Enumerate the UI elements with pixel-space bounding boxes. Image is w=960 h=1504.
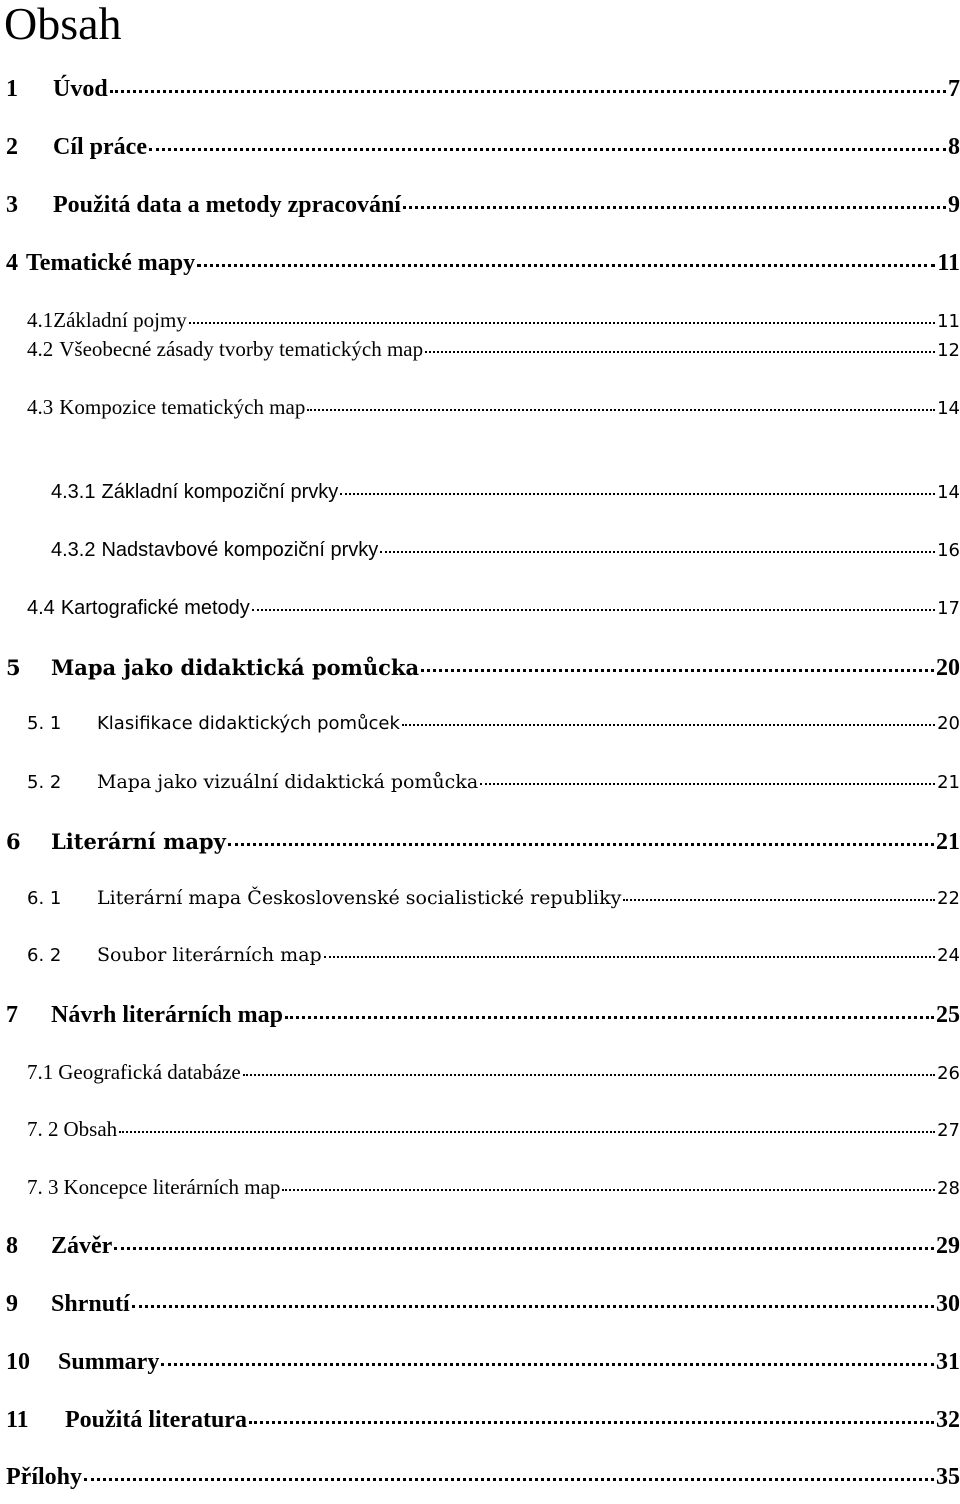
toc-page: 26 <box>937 1063 960 1084</box>
toc-entry-4-3-2[interactable] <box>51 539 960 579</box>
toc-leader <box>282 1189 935 1191</box>
toc-leader <box>114 1247 934 1250</box>
toc-number: 4.3 <box>27 395 54 419</box>
toc-entry-3[interactable] <box>6 192 960 232</box>
toc-leader <box>228 843 934 846</box>
toc-entry-4-3[interactable] <box>27 395 960 435</box>
toc-leader <box>403 206 946 209</box>
toc-label: Kartografické metody <box>60 597 250 619</box>
toc-label: Literární mapa Československé socialistické republiky <box>97 887 622 909</box>
toc-number: 4.3.1 <box>51 481 96 503</box>
toc-leader <box>623 899 935 901</box>
toc-page: 17 <box>937 598 960 619</box>
toc-entry-9[interactable] <box>6 1291 960 1331</box>
toc-leader <box>132 1305 934 1308</box>
toc-number: 8 <box>6 1233 18 1259</box>
toc-entry-4-2[interactable] <box>27 337 960 377</box>
toc-leader <box>307 409 935 411</box>
toc-label: Základní kompoziční prvky <box>101 481 339 503</box>
toc-label: Klasifikace didaktických pomůcek <box>97 713 400 734</box>
toc-leader <box>197 264 935 267</box>
toc-number: 7. 3 <box>27 1175 59 1199</box>
toc-label: Použitá literatura <box>65 1407 247 1433</box>
toc-number: 6. 2 <box>27 945 62 966</box>
toc-label: Všeobecné zásady tvorby tematických map <box>59 337 424 361</box>
toc-leader <box>243 1074 935 1076</box>
toc-label: Kompozice tematických map <box>59 395 306 419</box>
toc-number: 5 <box>6 655 21 680</box>
toc-number: 7. 2 <box>27 1117 59 1141</box>
toc-label: Závěr <box>51 1233 113 1259</box>
toc-leader <box>110 90 946 93</box>
toc-number: 10 <box>6 1349 30 1375</box>
toc-entry-6[interactable] <box>6 829 960 869</box>
toc-entry-8[interactable] <box>6 1233 960 1273</box>
toc-page: 9 <box>948 192 960 218</box>
toc-label: Mapa jako didaktická pomůcka <box>51 655 420 680</box>
toc-entry-7-2[interactable] <box>27 1117 960 1157</box>
toc-label: Mapa jako vizuální didaktická pomůcka <box>97 771 479 793</box>
toc-page: 24 <box>937 945 960 966</box>
toc-page: 21 <box>936 829 960 855</box>
toc-page: 12 <box>937 340 960 361</box>
toc-entry-7[interactable] <box>6 1002 960 1042</box>
toc-leader <box>285 1016 934 1019</box>
toc-label: Cíl práce <box>53 134 147 160</box>
toc-number: 5. 2 <box>27 772 62 793</box>
toc-number: 4.1 <box>27 308 54 332</box>
toc-page: 29 <box>936 1233 960 1259</box>
toc-page: 16 <box>937 540 960 561</box>
toc-number: 6 <box>6 829 21 854</box>
toc-page: 20 <box>937 713 960 734</box>
toc-label: Použitá data a metody zpracování <box>53 192 401 218</box>
toc-label: Nadstavbové kompoziční prvky <box>101 539 379 561</box>
toc-entry-10[interactable] <box>6 1349 960 1389</box>
toc-label: Návrh literárních map <box>51 1002 283 1028</box>
toc-page: 20 <box>936 655 960 681</box>
toc-entry-6-2[interactable] <box>27 944 960 984</box>
toc-page: 28 <box>937 1178 960 1199</box>
toc-leader <box>252 609 935 611</box>
toc-number: 5. 1 <box>27 713 62 734</box>
toc-entry-4-4[interactable] <box>27 597 960 637</box>
toc-leader <box>402 724 935 726</box>
toc-leader <box>189 322 935 324</box>
toc-leader <box>249 1421 934 1424</box>
toc-page: 22 <box>937 888 960 909</box>
toc-leader <box>421 669 934 672</box>
toc-entry-4-3-1[interactable] <box>51 481 960 521</box>
toc-entry-4[interactable] <box>6 250 960 290</box>
toc-entry-prilohy[interactable] <box>6 1464 960 1504</box>
toc-number: 3 <box>6 192 18 218</box>
toc-leader <box>480 783 935 785</box>
toc-number: 1 <box>6 76 18 102</box>
toc-leader <box>380 551 935 553</box>
toc-leader <box>425 351 935 353</box>
toc-entry-5[interactable] <box>6 655 960 695</box>
toc-leader <box>324 956 935 958</box>
toc-number: 4.2 <box>27 337 54 361</box>
toc-entry-5-1[interactable] <box>27 713 960 753</box>
toc-number: 11 <box>6 1407 29 1433</box>
toc-page: 25 <box>936 1002 960 1028</box>
toc-page: 27 <box>937 1120 960 1141</box>
toc-page: 14 <box>937 398 960 419</box>
toc-leader <box>84 1478 934 1481</box>
toc-label: Tematické mapy <box>26 250 196 276</box>
toc-number: 7 <box>6 1002 18 1028</box>
toc-entry-11[interactable] <box>6 1407 960 1447</box>
toc-number: 4.3.2 <box>51 539 96 561</box>
toc-leader <box>340 493 935 495</box>
toc-page: 7 <box>948 76 960 102</box>
toc-leader <box>119 1131 935 1133</box>
toc-page: 21 <box>937 772 960 793</box>
toc-number: 9 <box>6 1291 18 1317</box>
toc-label: Úvod <box>53 76 108 102</box>
toc-label: Shrnutí <box>51 1291 130 1317</box>
toc-page: 35 <box>936 1464 960 1490</box>
toc-entry-2[interactable] <box>6 134 960 174</box>
toc-page: 8 <box>948 134 960 160</box>
toc-page: 14 <box>937 482 960 503</box>
toc-label: Základní pojmy <box>53 308 187 332</box>
toc-number: 4 <box>6 250 18 276</box>
toc-number: 4.4 <box>27 597 55 619</box>
toc-label: Přílohy <box>6 1464 82 1490</box>
toc-number: 2 <box>6 134 18 160</box>
toc-label: Geografická databáze <box>58 1060 241 1084</box>
toc-entry-7-3[interactable] <box>27 1175 960 1215</box>
toc-page: 30 <box>936 1291 960 1317</box>
toc-label: Koncepce literárních map <box>63 1175 281 1199</box>
toc-label: Summary <box>58 1349 160 1375</box>
toc-label: Literární mapy <box>51 829 226 854</box>
toc-label: Obsah <box>63 1117 118 1141</box>
page-title: Obsah <box>4 0 122 49</box>
toc-label: Soubor literárních map <box>97 944 322 966</box>
toc-page: 11 <box>937 311 960 332</box>
toc-number: 6. 1 <box>27 888 62 909</box>
toc-page: 31 <box>936 1349 960 1375</box>
toc-entry-5-2[interactable] <box>27 771 960 811</box>
toc-entry-7-1[interactable] <box>27 1060 960 1100</box>
toc-page: 11 <box>937 250 960 276</box>
toc-number: 7.1 <box>27 1060 54 1084</box>
toc-page: 32 <box>936 1407 960 1433</box>
toc-leader <box>149 148 946 151</box>
toc-entry-1[interactable] <box>6 76 960 116</box>
toc-entry-6-1[interactable] <box>27 887 960 927</box>
toc-leader <box>161 1363 934 1366</box>
